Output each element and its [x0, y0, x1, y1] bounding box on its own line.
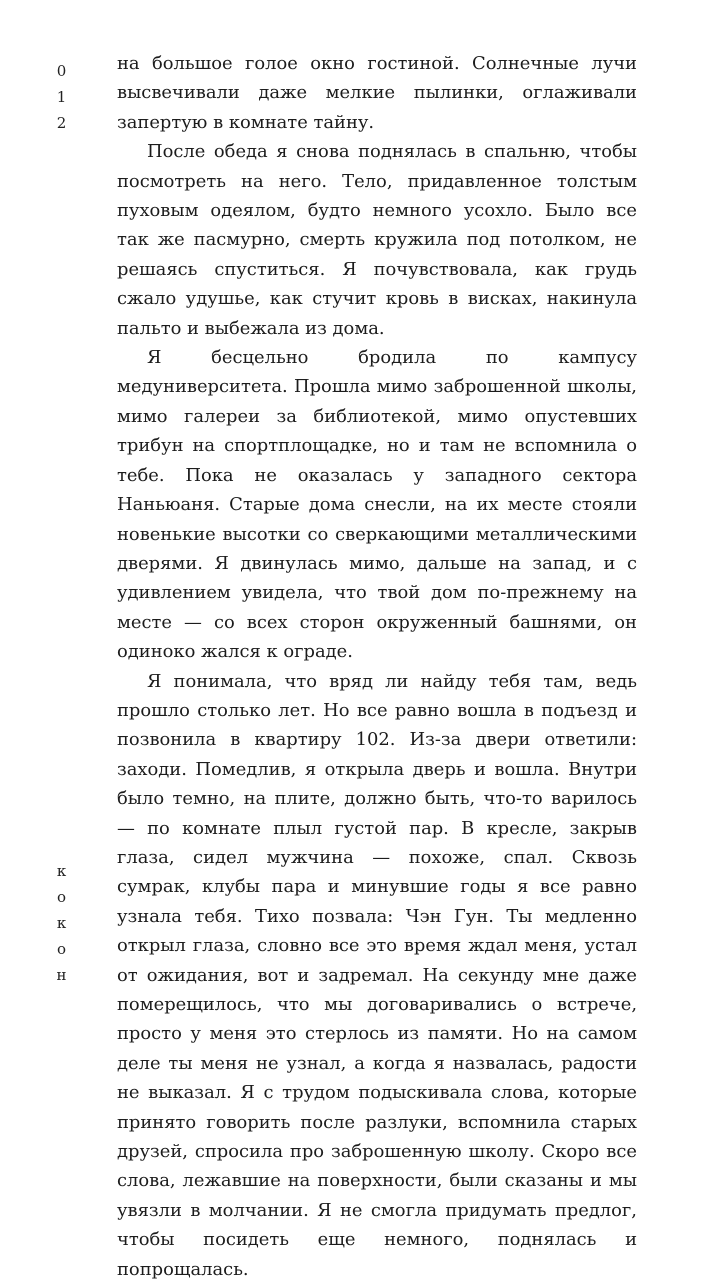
paragraph: После обеда я снова поднялась в спальню, чтобы посмотреть на него. Тело, придавленное толстым пуховым одеялом, будто немного усохло. Было все так же пасмурно, смерть кружила под потолком, не решаясь спуститься. Я почувствовала, как грудь сжало удушье, как стучит кровь в висках, накинула пальто и выбежала из дома. [117, 141, 637, 339]
page-number-digit: 0 [56, 62, 68, 80]
paragraph: на большое голое окно гостиной. Солнечные лучи высвечивали даже мелкие пылинки, оглаживали запертую в комнате тайну. [117, 53, 637, 133]
running-title [52, 858, 72, 988]
page-number [52, 58, 72, 136]
running-title-letter: к [56, 914, 68, 932]
running-title-letter: о [56, 940, 68, 958]
paragraph: Я понимала, что вряд ли найду тебя там, ведь прошло столько лет. Но все равно вошла в подъезд и позвонила в квартиру 102. Из-за двери ответили: заходи. Помедлив, я открыла дверь и вошла. Внутри было темно, на плите, должно быть, что-то варилось — по комнате плыл густой пар. В кресле, закрыв глаза, сидел мужчина — похоже, спал. Сквозь сумрак, клубы пара и минувшие годы я все равно узнала тебя. Тихо позвала: Чэн Гун. Ты медленно открыл глаза, словно все это время ждал меня, устал от ожидания, вот и задремал. На секунду мне даже померещилось, что мы договаривались о встрече, просто у меня это стерлось из памяти. Но на самом деле ты меня не узнал, а когда я назвалась, радости не выказал. Я с трудом подыскивала слова, которые принято говорить после разлуки, вспомнила старых друзей, спросила про заброшенную школу. Скоро все слова, лежавшие на поверхности, были сказаны и мы увязли в молчании. Я не смогла придумать предлог, чтобы посидеть еще немного, поднялась и попрощалась. [117, 670, 637, 1280]
running-title-letter: н [56, 966, 68, 984]
running-title-letter: к [56, 862, 68, 880]
running-title-letter: о [56, 888, 68, 906]
page-number-digit: 2 [56, 114, 68, 132]
page-number-digit: 1 [56, 88, 68, 106]
body-text [117, 49, 637, 1284]
paragraph: Я бесцельно бродила по кампусу медуниверситета. Прошла мимо заброшенной школы, мимо галереи за библиотекой, мимо опустевших трибун на спортплощадке, но и там не вспомнила о тебе. Пока не оказалась у западного сектора Наньюаня. Старые дома снесли, на их месте стояли новенькие высотки со сверкающими металлическими дверями. Я двинулась мимо, дальше на запад, и с удивлением увидела, что твой дом по-прежнему на месте — со всех сторон окруженный башнями, он одиноко жался к ограде. [117, 347, 637, 663]
